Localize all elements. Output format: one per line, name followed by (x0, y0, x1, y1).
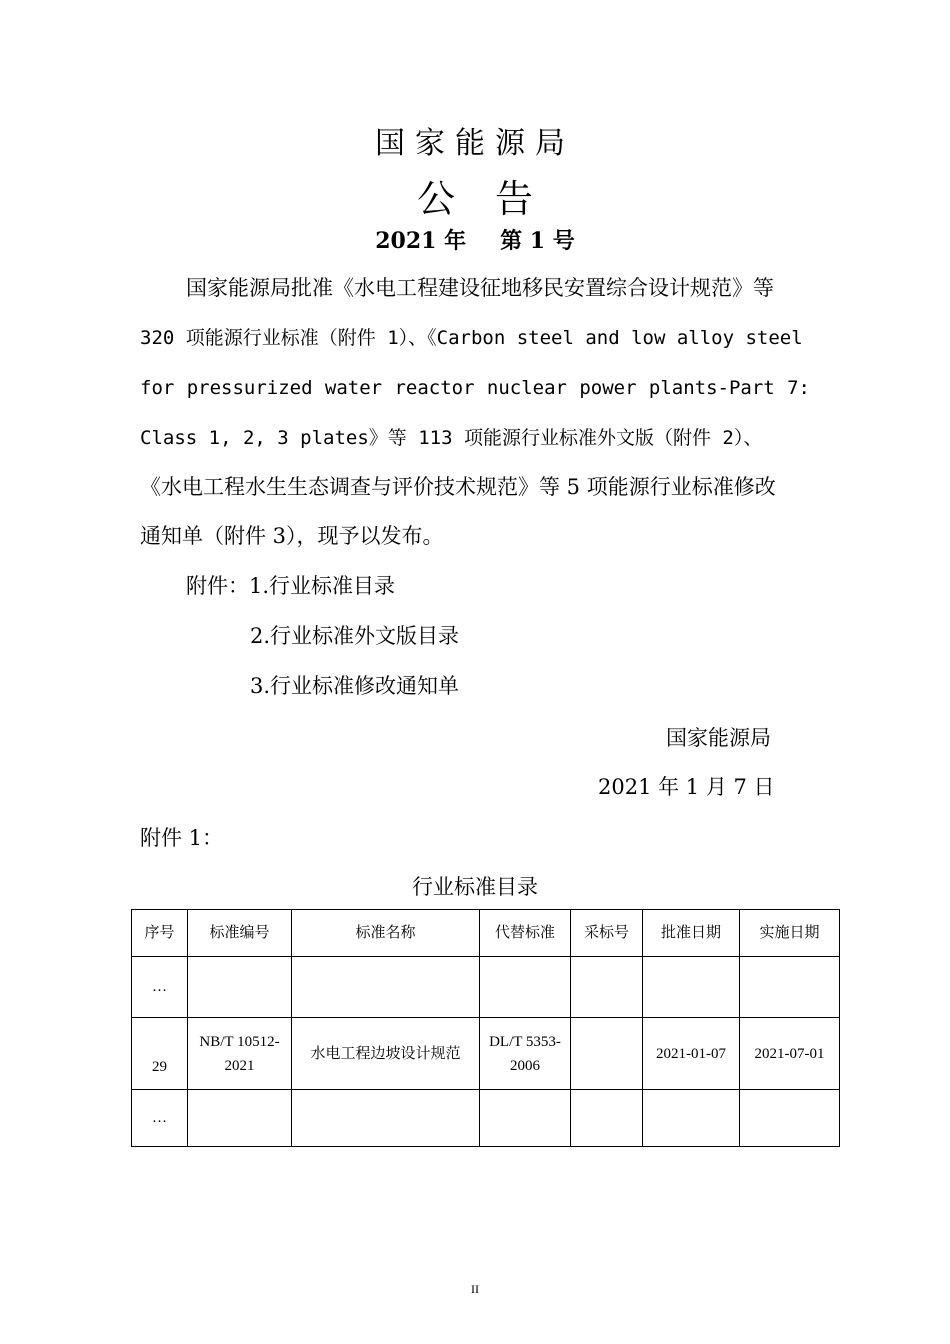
cell-replaces (480, 1090, 571, 1147)
cell-code: NB/T 10512-2021 (188, 1018, 292, 1090)
cell-effective: 2021-07-01 (740, 1018, 840, 1090)
column-header-code: 标准编号 (188, 910, 292, 957)
body-line-2: 320 项能源行业标准（附件 1）、《Carbon steel and low alloy steel (140, 327, 803, 349)
cell-replaces (480, 957, 571, 1018)
cell-effective (740, 1090, 840, 1147)
column-header-adopted: 采标号 (571, 910, 643, 957)
cell-effective (740, 957, 840, 1018)
cell-approved: 2021-01-07 (643, 1018, 740, 1090)
announcement-year: 2021 年 (375, 228, 467, 254)
column-header-replaces: 代替标准 (480, 910, 571, 957)
table-row (132, 1018, 840, 1090)
signature-date: 2021 年 1 月 7 日 (598, 775, 775, 799)
cell-name (292, 957, 480, 1018)
annex-list-item-3: 3.行业标准修改通知单 (250, 674, 460, 698)
announcement-doc-type: 公告 (416, 177, 573, 221)
page-number: II (471, 1282, 479, 1296)
cell-replaces: DL/T 5353-2006 (480, 1018, 571, 1090)
cell-name: 水电工程边坡设计规范 (292, 1018, 480, 1090)
column-header-name: 标准名称 (292, 910, 480, 957)
column-header-approved: 批准日期 (643, 910, 740, 957)
cell-adopted (571, 1090, 643, 1147)
cell-code (188, 1090, 292, 1147)
column-header-effective: 实施日期 (740, 910, 840, 957)
cell-seq: 29 (132, 1018, 188, 1090)
cell-seq: … (132, 1090, 188, 1147)
cell-adopted (571, 957, 643, 1018)
table-row (132, 957, 840, 1018)
body-line-4: Class 1, 2, 3 plates》等 113 项能源行业标准外文版（附件 2）、 (140, 427, 763, 449)
cell-seq: … (132, 957, 188, 1018)
table-title: 行业标准目录 (412, 875, 538, 899)
announcement-org-title: 国家能源局 (375, 126, 575, 161)
table-row (132, 1090, 840, 1147)
body-line-1: 国家能源局批准《水电工程建设征地移民安置综合设计规范》等 (186, 276, 774, 300)
cell-approved (643, 957, 740, 1018)
cell-adopted (571, 1018, 643, 1090)
cell-approved (643, 1090, 740, 1147)
body-line-5: 《水电工程水生生态调查与评价技术规范》等 5 项能源行业标准修改 (140, 475, 776, 499)
body-line-6: 通知单（附件 3），现予以发布。 (140, 524, 444, 548)
announcement-number (0, 224, 950, 255)
annex-list-item-2: 2.行业标准外文版目录 (250, 624, 460, 648)
table-header-row (132, 910, 840, 957)
annex-label: 附件 1： (140, 826, 224, 850)
cell-name (292, 1090, 480, 1147)
signature-org: 国家能源局 (666, 726, 771, 750)
annex-list-item-1: 附件：1.行业标准目录 (186, 574, 396, 598)
column-header-seq: 序号 (132, 910, 188, 957)
standards-table (131, 909, 840, 1147)
cell-code (188, 957, 292, 1018)
announcement-serial: 第 1 号 (500, 228, 575, 254)
body-line-3: for pressurized water reactor nuclear power plants-Part 7: (140, 377, 810, 399)
